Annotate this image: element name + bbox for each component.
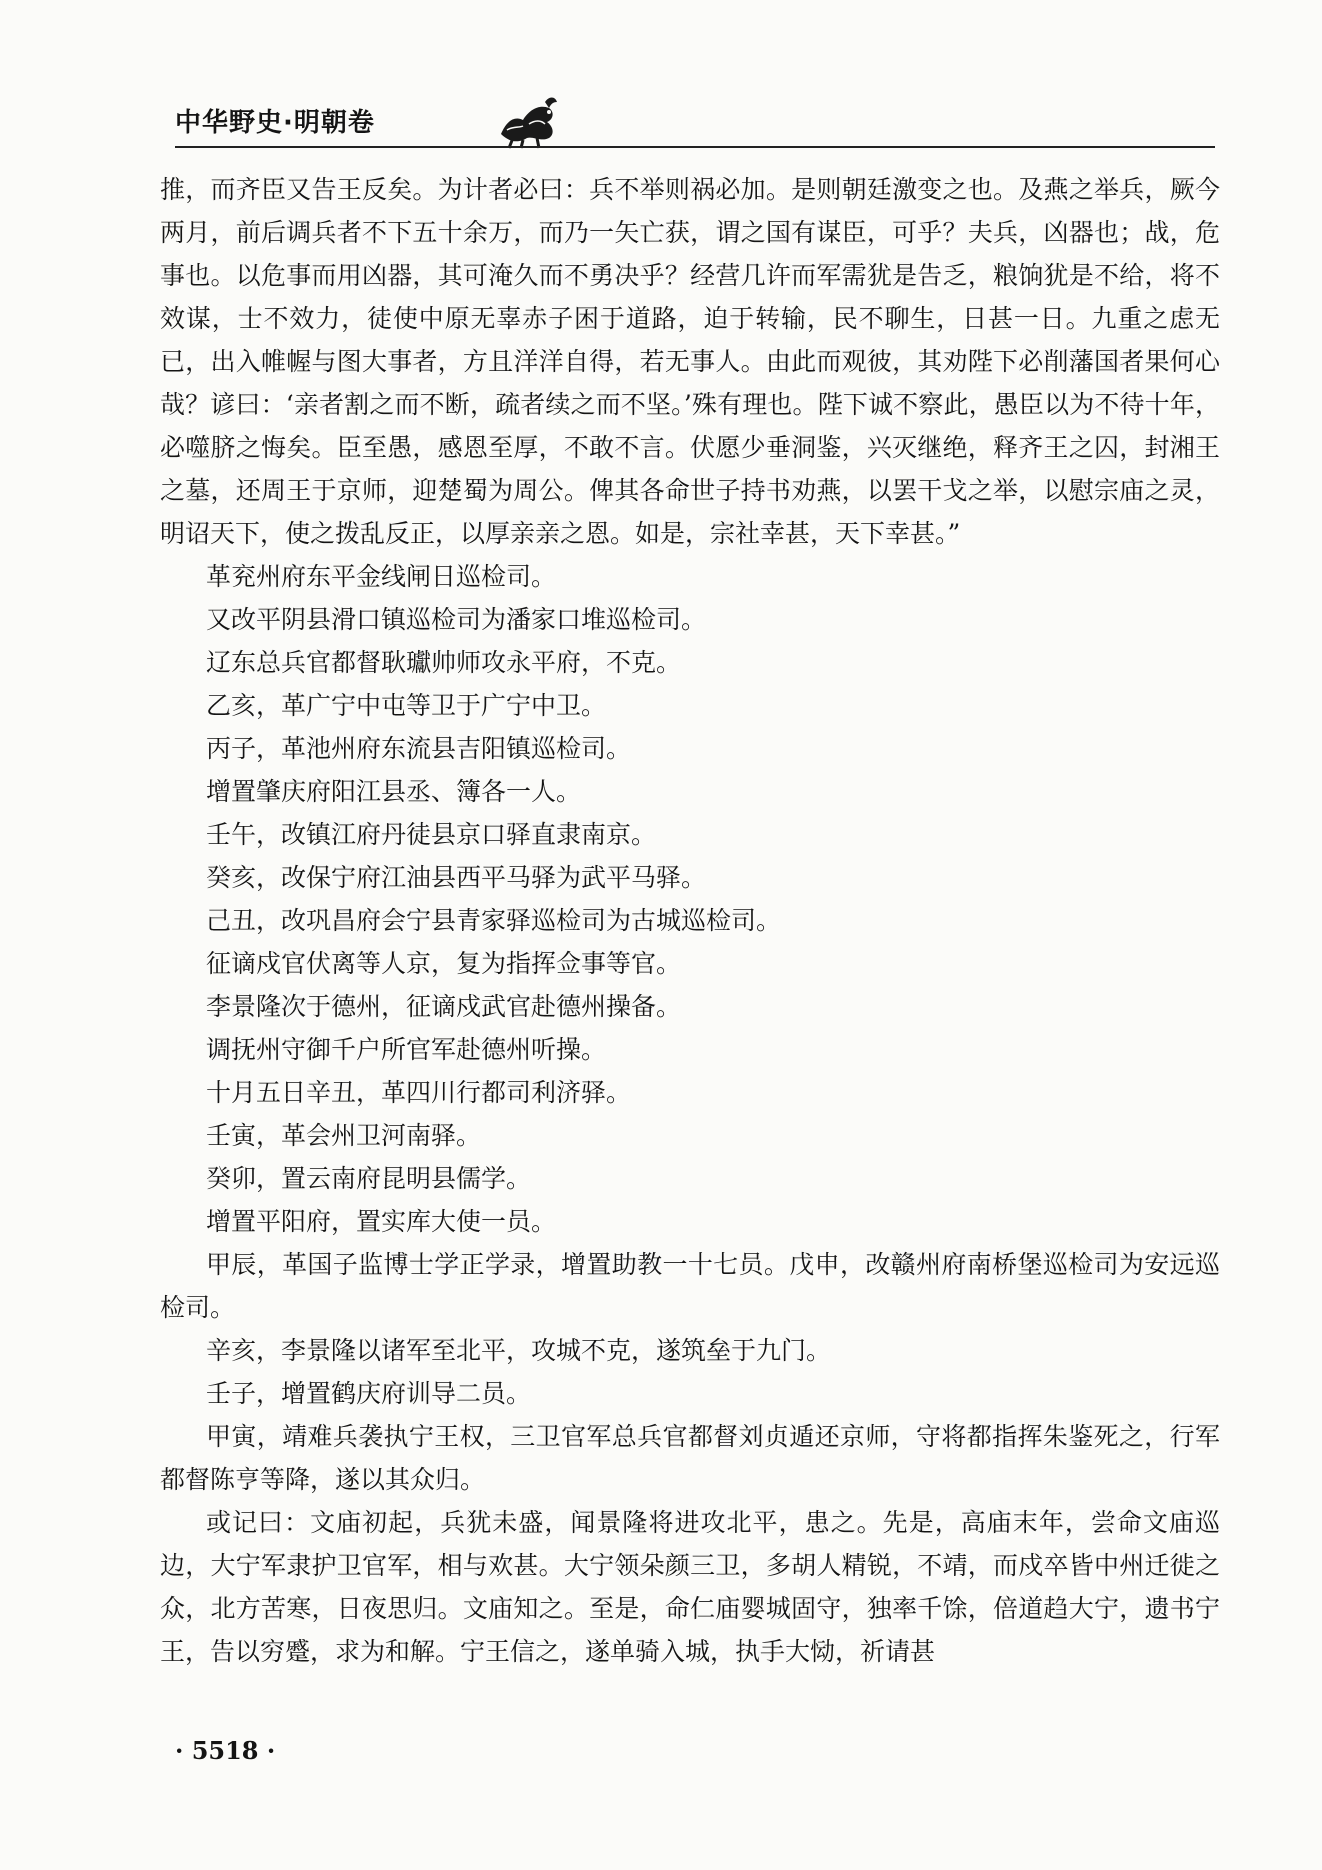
paragraph: 调抚州守御千户所官军赴德州听操。 — [206, 1035, 607, 1064]
paragraph: 革兖州府东平金线闸日巡检司。 — [206, 562, 557, 591]
paragraph: 乙亥，革广宁中屯等卫于广宁中卫。 — [206, 691, 607, 720]
running-header — [175, 96, 1215, 154]
paragraph: 壬寅，革会州卫河南驿。 — [206, 1121, 482, 1150]
paragraph: 壬午，改镇江府丹徒县京口驿直隶南京。 — [206, 820, 657, 849]
paragraph: 辽东总兵官都督耿瓛帅师攻永平府，不克。 — [206, 648, 682, 677]
paragraph: 推，而齐臣又告王反矣。为计者必曰：兵不举则祸必加。是则朝廷激变之也。及燕之举兵，厥今两月，前后调兵者不下五十余万，而乃一矢亡获，谓之国有谋臣，可乎？夫兵，凶器也；战，危事也。以危事而用凶器，其可淹久而不勇决乎？经营几许而军需犹是告乏，粮饷犹是不给，将不效谋，士不效力，徒使中原无辜赤子困于道路，迫于转输，民不聊生，日甚一日。九重之虑无已，出入帷幄与图大事者，方且洋洋自得，若无事人。由此而观彼，其劝陛下必削藩国者果何心哉？谚曰：‘亲者割之而不断，疏者续之而不坚。’殊有理也。陛下诚不察此，愚臣以为不待十年，必噬脐之悔矣。臣至愚，感恩至厚，不敢不言。伏愿少垂洞鉴，兴灭继绝，释齐王之囚，封湘王之墓，还周王于京师，迎楚蜀为周公。俾其各命世子持书劝燕，以罢干戈之举，以慰宗庙之灵，明诏天下，使之拨乱反正，以厚亲亲之恩。如是，宗社幸甚，天下幸甚。” — [160, 175, 1220, 548]
paragraph: 或记曰：文庙初起，兵犹未盛，闻景隆将进攻北平，患之。先是，高庙末年，尝命文庙巡边，大宁军隶护卫官军，相与欢甚。大宁领朵颜三卫，多胡人精锐，不靖，而戍卒皆中州迁徙之众，北方苦寒，日夜思归。文庙知之。至是，命仁庙婴城固守，独率千馀，倍道趋大宁，遗书宁王，告以穷蹙，求为和解。宁王信之，遂单骑入城，执手大恸，祈请甚 — [160, 1508, 1220, 1666]
book-title: 中华野史·明朝卷 — [175, 108, 375, 138]
paragraph: 又改平阴县滑口镇巡检司为潘家口堆巡检司。 — [206, 605, 707, 634]
paragraph: 增置肇庆府阳江县丞、簿各一人。 — [206, 777, 582, 806]
paragraph: 丙子，革池州府东流县吉阳镇巡检司。 — [206, 734, 632, 763]
paragraph: 甲辰，革国子监博士学正学录，增置助教一十七员。戊申，改赣州府南桥堡巡检司为安远巡检司。 — [160, 1250, 1220, 1322]
paragraph: 征谪戍官伏离等人京，复为指挥佥事等官。 — [206, 949, 682, 978]
paragraph: 增置平阳府，置实库大使一员。 — [206, 1207, 557, 1236]
paragraph: 壬子，增置鹤庆府训导二员。 — [206, 1379, 532, 1408]
paragraph: 甲寅，靖难兵袭执宁王权，三卫官军总兵官都督刘贞遁还京师，守将都指挥朱鉴死之，行军都督陈亨等降，遂以其众归。 — [160, 1422, 1220, 1494]
header-divider — [175, 146, 1215, 148]
page-number: · 5518 · — [175, 1736, 276, 1765]
paragraph: 癸亥，改保宁府江油县西平马驿为武平马驿。 — [206, 863, 707, 892]
paragraph: 李景隆次于德州，征谪戍武官赴德州操备。 — [206, 992, 682, 1021]
dragon-emblem-icon — [493, 90, 563, 150]
paragraph: 癸卯，置云南府昆明县儒学。 — [206, 1164, 532, 1193]
paragraph: 辛亥，李景隆以诸军至北平，攻城不克，遂筑垒于九门。 — [206, 1336, 832, 1365]
paragraph: 己丑，改巩昌府会宁县青家驿巡检司为古城巡检司。 — [206, 906, 782, 935]
paragraph: 十月五日辛丑，革四川行都司利济驿。 — [206, 1078, 632, 1107]
main-text — [160, 168, 1220, 1673]
